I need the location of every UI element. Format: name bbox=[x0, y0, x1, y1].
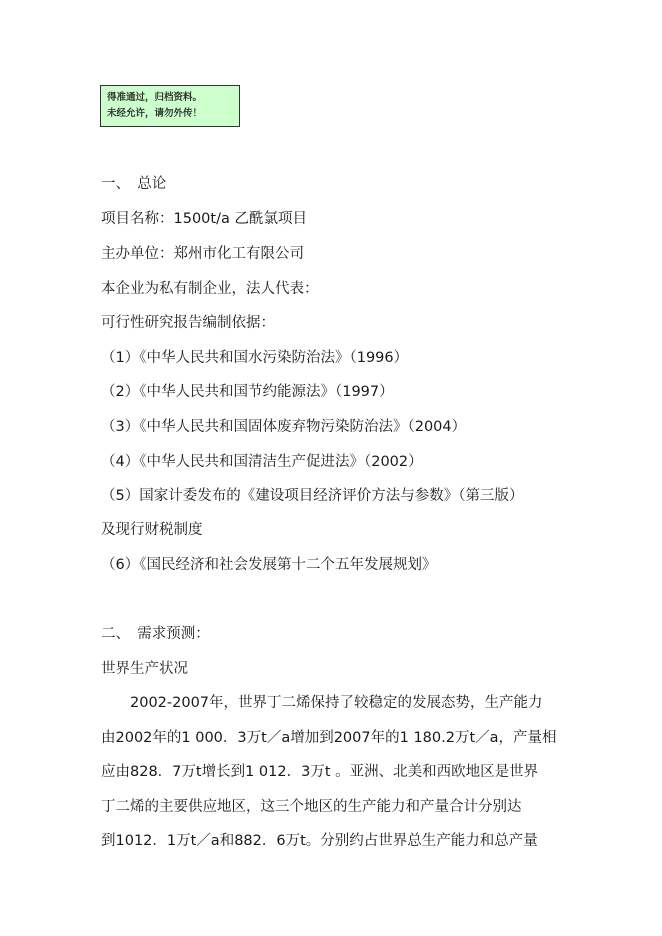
basis-item: （2）《中华人民共和国节约能源法》（1997） bbox=[101, 384, 394, 400]
basis-item: （4）《中华人民共和国清洁生产促进法》（2002） bbox=[101, 454, 423, 470]
basis-item: （1）《中华人民共和国水污染防治法》（1996） bbox=[101, 350, 409, 366]
project-name: 项目名称：1500t/a 乙酰氯项目 bbox=[101, 211, 307, 227]
paragraph-line: 到1012．1万t／a和882．6万t。分别约占世界总生产能力和总产量 bbox=[101, 833, 538, 850]
basis-item-continuation: 及现行财税制度 bbox=[101, 522, 203, 538]
approval-stamp bbox=[100, 85, 240, 127]
enterprise-type: 本企业为私有制企业，法人代表： bbox=[101, 281, 319, 297]
section-1-heading: 一、 总论 bbox=[101, 176, 167, 192]
section-2-heading: 二、 需求预测： bbox=[101, 626, 210, 642]
paragraph-line: 应由828．7万t增长到1 012．3万t 。亚洲、北美和西欧地区是世界 bbox=[101, 764, 539, 781]
basis-item: （5）国家计委发布的《建设项目经济评价方法与参数》（第三版） bbox=[101, 488, 524, 504]
basis-item: （3）《中华人民共和国固体废弃物污染防治法》（2004） bbox=[101, 419, 467, 435]
stamp-line-1: 得准通过，归档资料。 bbox=[107, 92, 203, 103]
paragraph-line: 丁二烯的主要供应地区，这三个地区的生产能力和产量合计分别达 bbox=[101, 798, 522, 815]
paragraph-line: 2002-2007年，世界丁二烯保持了较稳定的发展态势，生产能力 bbox=[130, 695, 543, 711]
section-2-subheading: 世界生产状况 bbox=[101, 661, 188, 677]
stamp-line-2: 未经允许，请勿外传！ bbox=[107, 108, 203, 119]
paragraph-line: 由2002年的1 000．3万t／a增加到2007年的1 180.2万t／a，产量相 bbox=[101, 729, 557, 746]
organizer: 主办单位：郑州市化工有限公司 bbox=[101, 246, 304, 262]
basis-item: （6）《国民经济和社会发展第十二个五年发展规划》 bbox=[101, 557, 437, 573]
basis-title: 可行性研究报告编制依据： bbox=[101, 315, 275, 331]
world-production-paragraph bbox=[101, 686, 563, 859]
